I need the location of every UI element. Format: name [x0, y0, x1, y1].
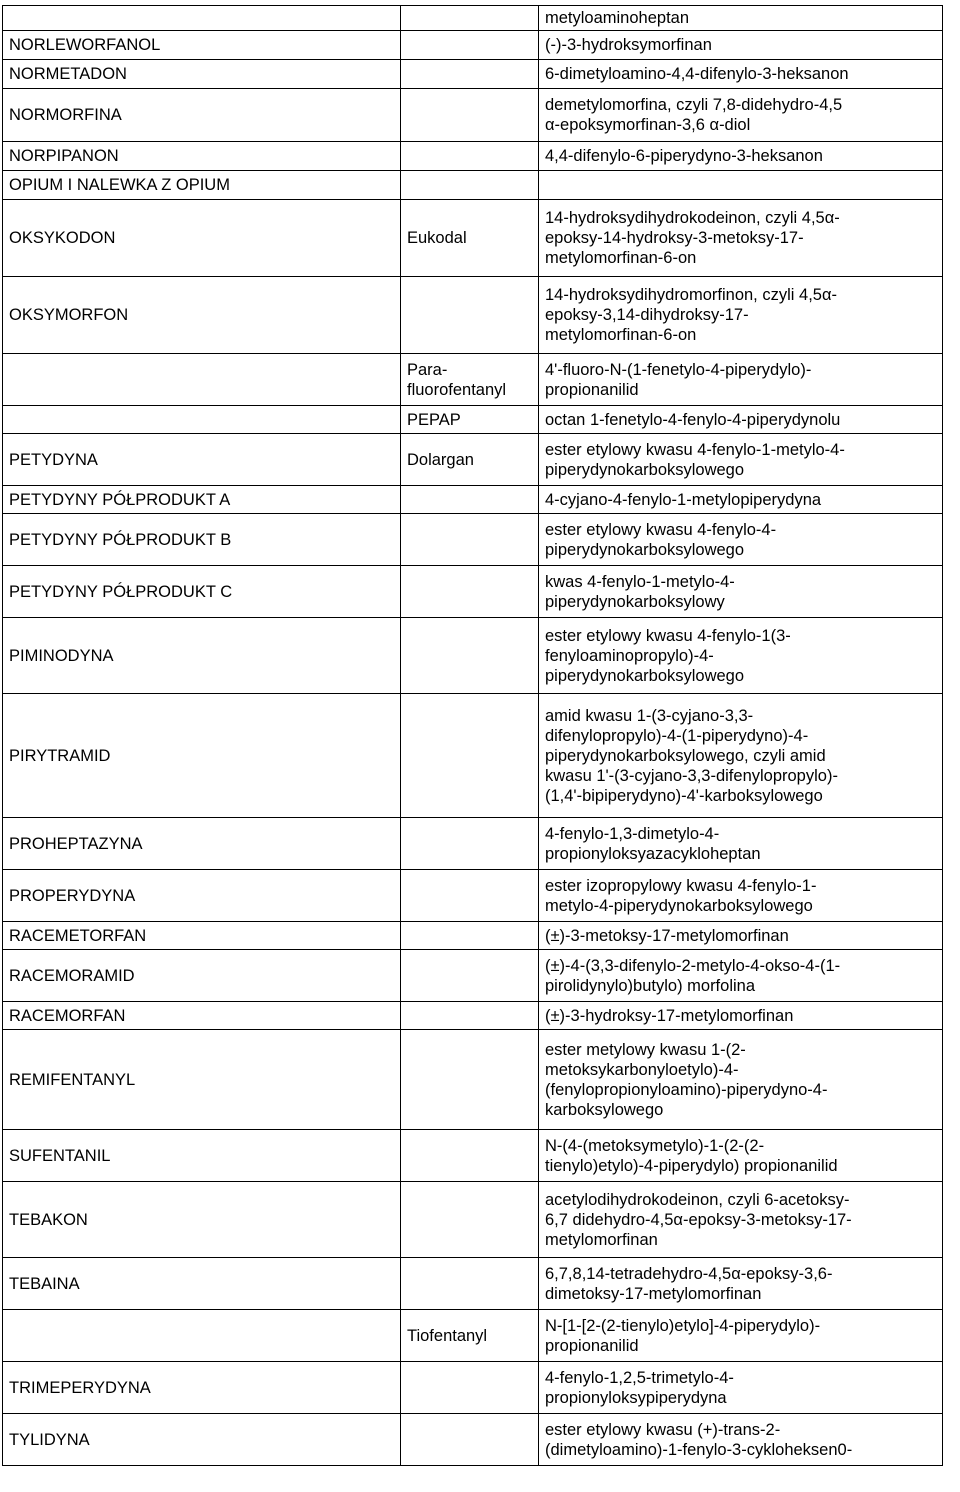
chemical-name-cell: (±)-4-(3,3-difenylo-2-metylo-4-okso-4-(1- pirolidynylo)butylo) morfolina — [539, 950, 943, 1002]
chemical-name-cell — [539, 171, 943, 200]
synonym-cell — [401, 1130, 539, 1182]
synonym-cell — [401, 171, 539, 200]
synonym-cell — [401, 694, 539, 818]
table-row — [3, 89, 943, 142]
synonym-cell — [401, 566, 539, 618]
chemical-name-cell: ester etylowy kwasu 4-fenylo-1-metylo-4- piperydynokarboksylowego — [539, 434, 943, 486]
substance-name-cell: TYLIDYNA — [3, 1414, 401, 1466]
substance-name-cell: OKSYKODON — [3, 200, 401, 277]
table-row — [3, 1182, 943, 1258]
substance-name-cell — [3, 354, 401, 406]
substance-name-cell: PETYDYNY PÓŁPRODUKT B — [3, 514, 401, 566]
substance-name-cell: PIMINODYNA — [3, 618, 401, 694]
table-row — [3, 6, 943, 31]
chemical-name-cell: ester etylowy kwasu 4-fenylo-1(3- fenyloaminopropylo)-4- piperydynokarboksylowego — [539, 618, 943, 694]
substance-name-cell — [3, 406, 401, 434]
table-row — [3, 1130, 943, 1182]
synonym-cell — [401, 950, 539, 1002]
table-row — [3, 1362, 943, 1414]
substance-name-cell: RACEMORAMID — [3, 950, 401, 1002]
synonym-cell — [401, 277, 539, 354]
chemical-name-cell: N-[1-[2-(2-tienylo)etylo]-4-piperydylo)- propionanilid — [539, 1310, 943, 1362]
chemical-name-cell: amid kwasu 1-(3-cyjano-3,3- difenylopropylo)-4-(1-piperydyno)-4- piperydynokarboksylowego, czyli amid kwasu 1'-(3-cyjano-3,3-difenylopropylo)- (1,4'-bipiperydyno)-4'-karboksylowego — [539, 694, 943, 818]
table-row — [3, 818, 943, 870]
substance-name-cell: NORPIPANON — [3, 142, 401, 171]
table-row — [3, 60, 943, 89]
table-row — [3, 618, 943, 694]
substance-table — [2, 5, 943, 1466]
table-row — [3, 486, 943, 514]
chemical-name-cell: metyloaminoheptan — [539, 6, 943, 31]
chemical-name-cell: 4-fenylo-1,2,5-trimetylo-4- propionyloksypiperydyna — [539, 1362, 943, 1414]
synonym-cell — [401, 818, 539, 870]
synonym-cell: Dolargan — [401, 434, 539, 486]
table-row — [3, 1258, 943, 1310]
synonym-cell — [401, 60, 539, 89]
substance-name-cell — [3, 1310, 401, 1362]
synonym-cell: PEPAP — [401, 406, 539, 434]
substance-name-cell: PROHEPTAZYNA — [3, 818, 401, 870]
chemical-name-cell: octan 1-fenetylo-4-fenylo-4-piperydynolu — [539, 406, 943, 434]
chemical-name-cell: 6-dimetyloamino-4,4-difenylo-3-heksanon — [539, 60, 943, 89]
table-row — [3, 354, 943, 406]
table-row — [3, 1030, 943, 1130]
chemical-name-cell: ester izopropylowy kwasu 4-fenylo-1- metylo-4-piperydynokarboksylowego — [539, 870, 943, 922]
chemical-name-cell: kwas 4-fenylo-1-metylo-4- piperydynokarboksylowy — [539, 566, 943, 618]
substance-name-cell: NORMORFINA — [3, 89, 401, 142]
chemical-name-cell: 4'-fluoro-N-(1-fenetylo-4-piperydylo)- propionanilid — [539, 354, 943, 406]
chemical-name-cell: acetylodihydrokodeinon, czyli 6-acetoksy- 6,7 didehydro-4,5α-epoksy-3-metoksy-17- metylomorfinan — [539, 1182, 943, 1258]
table-row — [3, 277, 943, 354]
substance-name-cell: TEBAINA — [3, 1258, 401, 1310]
table-row — [3, 434, 943, 486]
synonym-cell — [401, 6, 539, 31]
table-row — [3, 171, 943, 200]
table-row — [3, 950, 943, 1002]
synonym-cell: Eukodal — [401, 200, 539, 277]
table-row — [3, 142, 943, 171]
substance-table-body — [3, 6, 943, 1466]
synonym-cell — [401, 1002, 539, 1030]
synonym-cell — [401, 1182, 539, 1258]
synonym-cell — [401, 142, 539, 171]
substance-name-cell: RACEMETORFAN — [3, 922, 401, 950]
chemical-name-cell: (±)-3-metoksy-17-metylomorfinan — [539, 922, 943, 950]
chemical-name-cell: N-(4-(metoksymetylo)-1-(2-(2- tienylo)etylo)-4-piperydylo) propionanilid — [539, 1130, 943, 1182]
substance-name-cell: PROPERYDYNA — [3, 870, 401, 922]
table-row — [3, 1414, 943, 1466]
table-row — [3, 31, 943, 60]
chemical-name-cell: 4-cyjano-4-fenylo-1-metylopiperydyna — [539, 486, 943, 514]
table-row — [3, 566, 943, 618]
substance-name-cell: NORLEWORFANOL — [3, 31, 401, 60]
chemical-name-cell: 4,4-difenylo-6-piperydyno-3-heksanon — [539, 142, 943, 171]
substance-name-cell: NORMETADON — [3, 60, 401, 89]
synonym-cell — [401, 486, 539, 514]
table-row — [3, 200, 943, 277]
synonym-cell — [401, 1362, 539, 1414]
chemical-name-cell: ester metylowy kwasu 1-(2- metoksykarbonyloetylo)-4- (fenylopropionyloamino)-piperydyno-4- karboksylowego — [539, 1030, 943, 1130]
chemical-name-cell: 6,7,8,14-tetradehydro-4,5α-epoksy-3,6- dimetoksy-17-metylomorfinan — [539, 1258, 943, 1310]
synonym-cell — [401, 1030, 539, 1130]
substance-name-cell: PETYDYNY PÓŁPRODUKT A — [3, 486, 401, 514]
substance-name-cell: PIRYTRAMID — [3, 694, 401, 818]
table-row — [3, 922, 943, 950]
substance-name-cell: SUFENTANIL — [3, 1130, 401, 1182]
synonym-cell: Para- fluorofentanyl — [401, 354, 539, 406]
chemical-name-cell: 4-fenylo-1,3-dimetylo-4- propionyloksyazacykloheptan — [539, 818, 943, 870]
table-row — [3, 694, 943, 818]
substance-name-cell: PETYDYNA — [3, 434, 401, 486]
table-row — [3, 1002, 943, 1030]
table-row — [3, 406, 943, 434]
synonym-cell — [401, 1258, 539, 1310]
table-row — [3, 870, 943, 922]
chemical-name-cell: 14-hydroksydihydromorfinon, czyli 4,5α- epoksy-3,14-dihydroksy-17- metylomorfinan-6-on — [539, 277, 943, 354]
chemical-name-cell: (±)-3-hydroksy-17-metylomorfinan — [539, 1002, 943, 1030]
chemical-name-cell: (-)-3-hydroksymorfinan — [539, 31, 943, 60]
synonym-cell — [401, 870, 539, 922]
synonym-cell — [401, 1414, 539, 1466]
synonym-cell — [401, 514, 539, 566]
table-row — [3, 1310, 943, 1362]
substance-name-cell: PETYDYNY PÓŁPRODUKT C — [3, 566, 401, 618]
substance-name-cell: REMIFENTANYL — [3, 1030, 401, 1130]
synonym-cell — [401, 31, 539, 60]
table-row — [3, 514, 943, 566]
substance-name-cell — [3, 6, 401, 31]
substance-name-cell: OPIUM I NALEWKA Z OPIUM — [3, 171, 401, 200]
synonym-cell — [401, 89, 539, 142]
synonym-cell — [401, 618, 539, 694]
chemical-name-cell: demetylomorfina, czyli 7,8-didehydro-4,5 α-epoksymorfinan-3,6 α-diol — [539, 89, 943, 142]
chemical-name-cell: ester etylowy kwasu 4-fenylo-4- piperydynokarboksylowego — [539, 514, 943, 566]
chemical-name-cell: 14-hydroksydihydrokodeinon, czyli 4,5α- epoksy-14-hydroksy-3-metoksy-17- metylomorfinan-6-on — [539, 200, 943, 277]
synonym-cell — [401, 922, 539, 950]
substance-name-cell: RACEMORFAN — [3, 1002, 401, 1030]
substance-name-cell: OKSYMORFON — [3, 277, 401, 354]
substance-name-cell: TRIMEPERYDYNA — [3, 1362, 401, 1414]
synonym-cell: Tiofentanyl — [401, 1310, 539, 1362]
chemical-name-cell: ester etylowy kwasu (+)-trans-2- (dimetyloamino)-1-fenylo-3-cykloheksen0- — [539, 1414, 943, 1466]
substance-name-cell: TEBAKON — [3, 1182, 401, 1258]
